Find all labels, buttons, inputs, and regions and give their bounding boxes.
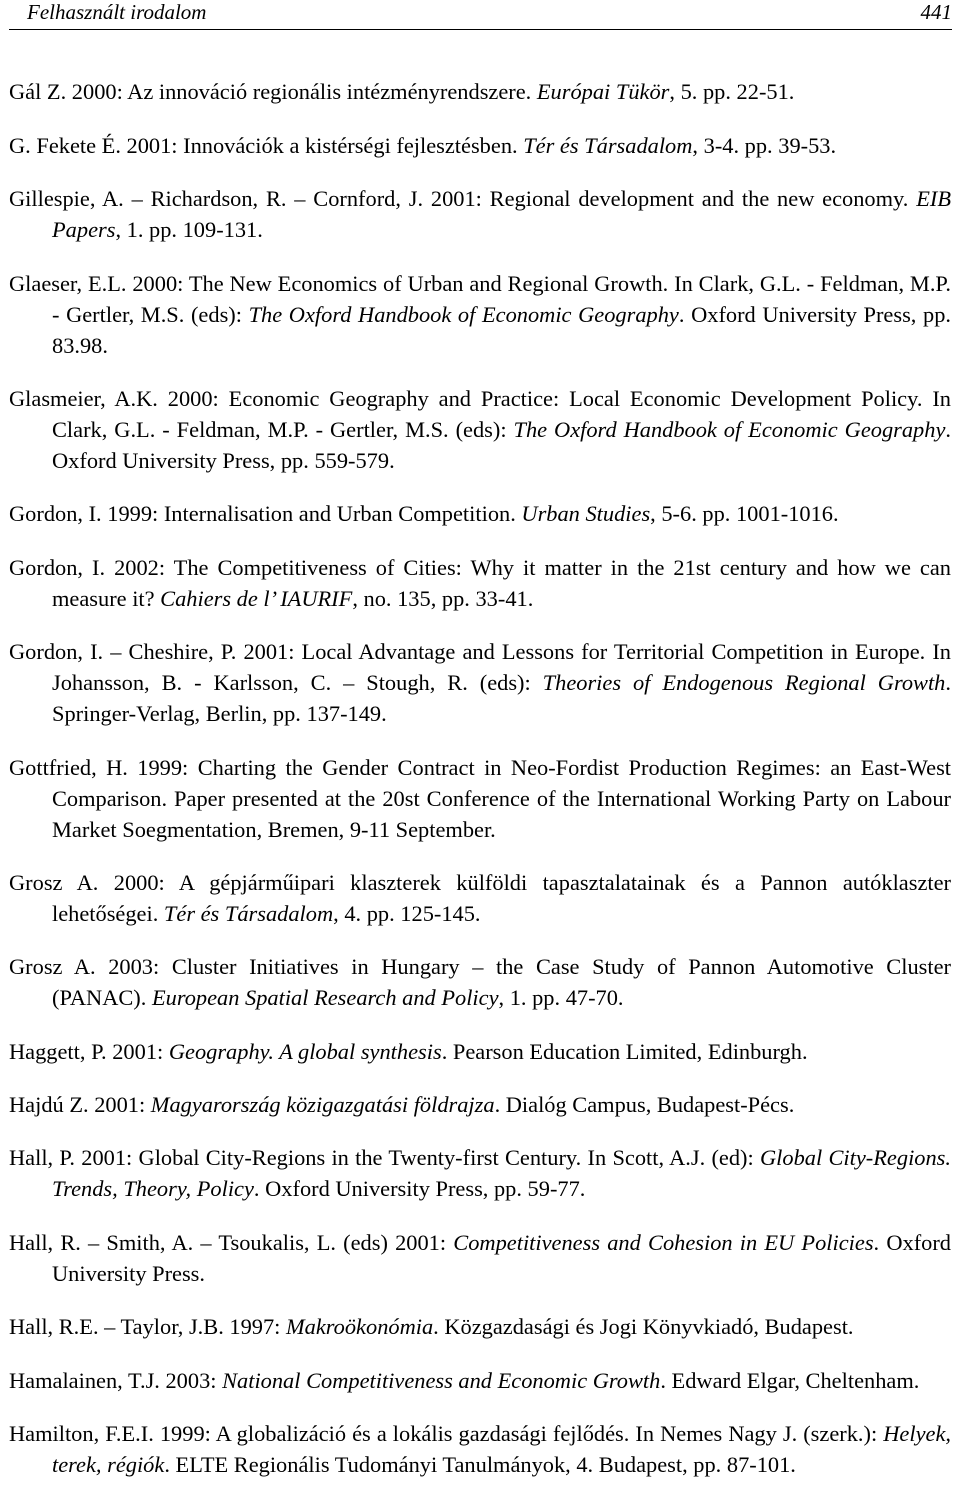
reference-entry: Gordon, I. – Cheshire, P. 2001: Local Advantage and Lessons for Territorial Competition in Europe. In Johansson, B. - Karlsson, C. – Stough, R. (eds): Theories of Endogenous Regional Growth. Springer-Verlag, Berlin, pp. 137-149. [9, 639, 951, 727]
reference-entry: Glasmeier, A.K. 2000: Economic Geography and Practice: Local Economic Development Policy. In Clark, G.L. - Feldman, M.P. - Gertler, M.S. (eds): The Oxford Handbook of Economic Geography. Oxford University Press, pp. 559-579. [9, 385, 951, 473]
reference-entry: Hamilton, F.E.I. 1999: A globalizáció és a lokális gazdasági fejlődés. In Nemes Nagy J. (szerk.): Helyek, terek, régiók. ELTE Regionális Tudományi Tanulmányok, 4. Budapest, pp. 87-101. [9, 1421, 951, 1478]
reference-entry: Gottfried, H. 1999: Charting the Gender Contract in Neo-Fordist Production Regimes: an East-West Comparison. Paper presented at the 20st Conference of the International Working Party on Labour Market Soegmentation, Bremen, 9-11 September. [9, 754, 951, 842]
reference-entry: Glaeser, E.L. 2000: The New Economics of Urban and Regional Growth. In Clark, G.L. - Feldman, M.P. - Gertler, M.S. (eds): The Oxford Handbook of Economic Geography. Oxford University Press, pp. 83.98. [9, 270, 951, 358]
reference-entry: Hall, R.E. – Taylor, J.B. 1997: Makroökonómia. Közgazdasági és Jogi Könyvkiadó, Budapest. [9, 1314, 854, 1340]
reference-list [9, 54, 951, 1502]
running-header [9, 0, 952, 30]
reference-entry: Gordon, I. 1999: Internalisation and Urban Competition. Urban Studies, 5-6. pp. 1001-1016. [9, 501, 839, 527]
reference-entry: Haggett, P. 2001: Geography. A global synthesis. Pearson Education Limited, Edinburgh. [9, 1038, 808, 1064]
reference-entry: Gál Z. 2000: Az innováció regionális intézményrendszere. Európai Tükör, 5. pp. 22-51. [9, 79, 795, 105]
reference-entry: Grosz A. 2003: Cluster Initiatives in Hungary – the Case Study of Pannon Automotive Cluster (PANAC). European Spatial Research and Policy, 1. pp. 47-70. [9, 954, 951, 1011]
page-number: 441 [920, 0, 952, 24]
reference-entry: Hall, R. – Smith, A. – Tsoukalis, L. (eds) 2001: Competitiveness and Cohesion in EU Policies. Oxford University Press. [9, 1229, 951, 1286]
section-title: Felhasznált irodalom [27, 0, 207, 24]
reference-entry: Hajdú Z. 2001: Magyarország közigazgatási földrajza. Dialóg Campus, Budapest-Pécs. [9, 1092, 795, 1118]
reference-entry: Hamalainen, T.J. 2003: National Competitiveness and Economic Growth. Edward Elgar, Cheltenham. [9, 1367, 920, 1393]
reference-entry: Grosz A. 2000: A gépjárműipari klaszterek külföldi tapasztalatainak és a Pannon autóklaszter lehetőségei. Tér és Társadalom, 4. pp. 125-145. [9, 869, 951, 926]
reference-entry: Gordon, I. 2002: The Competitiveness of Cities: Why it matter in the 21st century and how we can measure it? Cahiers de l’ IAURIF, no. 135, pp. 33-41. [9, 554, 951, 611]
reference-entry: Gillespie, A. – Richardson, R. – Cornford, J. 2001: Regional development and the new economy. EIB Papers, 1. pp. 109-131. [9, 186, 951, 243]
reference-entry: Hall, P. 2001: Global City-Regions in the Twenty-first Century. In Scott, A.J. (ed): Global City-Regions. Trends, Theory, Policy. Oxford University Press, pp. 59-77. [9, 1145, 951, 1202]
reference-entry: G. Fekete É. 2001: Innovációk a kistérségi fejlesztésben. Tér és Társadalom, 3-4. pp. 39-53. [9, 132, 837, 158]
